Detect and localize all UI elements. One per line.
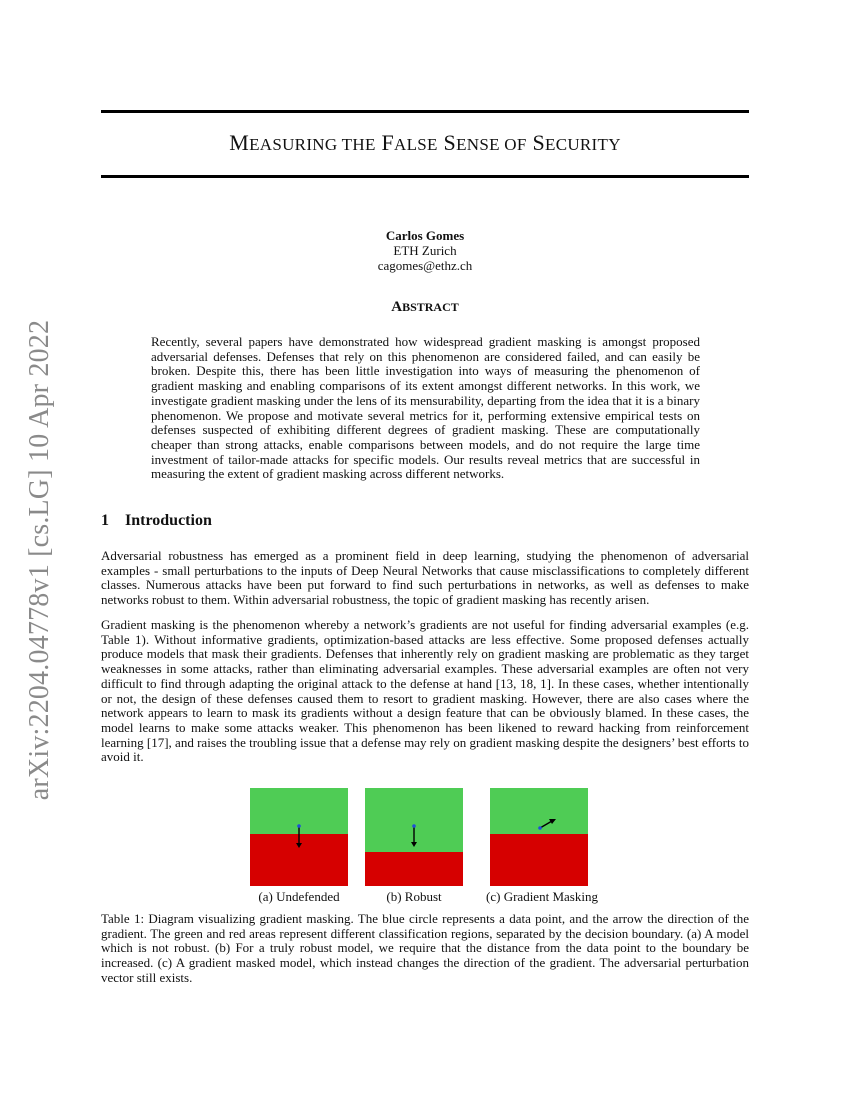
author-block	[101, 228, 749, 273]
abstract-heading: ABSTRACT	[391, 299, 459, 315]
gradient-masking-figure	[250, 788, 598, 908]
title-rule-top	[101, 110, 749, 113]
panel-gradient-masking	[490, 788, 588, 886]
data-point-icon	[297, 824, 301, 828]
data-point-icon	[538, 826, 542, 830]
subcaption-robust: (b) Robust	[386, 889, 442, 904]
data-point-icon	[412, 824, 416, 828]
subcaption-gradient-masking: (c) Gradient Masking	[486, 889, 598, 904]
gradient-arrow-head	[411, 842, 417, 847]
author-email: cagomes@ethz.ch	[377, 258, 473, 273]
table-caption: Table 1: Diagram visualizing gradient masking. The blue circle represents a data point, and the arrow the direction of the gradient. The green and red areas represent different classification regions, separated by the decision boundary. (a) A model which is not robust. (b) For a truly robust model, we require that the distance from the data point to the boundary be increased. (c) A gradient masked model, which instead changes the direction of the gradient. The adversarial perturbation vector still exists.	[101, 911, 749, 985]
panel-robust	[365, 788, 463, 886]
author-name: Carlos Gomes	[385, 228, 465, 243]
intro-paragraph-2: Gradient masking is the phenomenon whereby a network’s gradients are not useful for finding adversarial examples (e.g. Table 1). Without informative gradients, optimization-based attacks are less effective. Some proposed defenses actually produce models that mask their gradients. Defenses that inherently rely on gradient masking are problematic as they target weaknesses in some attacks, rather than eliminating adversarial examples. These adversarial examples are often not very difficult to find through adapting the original attack to the defense at hand [13, 18, 1]. In these cases, whether intentionally or not, the design of these defenses caused them to resort to gradient masking. However, there are also cases where the network appears to learn to mask its gradients without a design feature that can be obviously blamed. In these cases, the model learns to make some attacks weaker. This phenomenon has been likened to reward hacking from reinforcement learning [17], and raises the troubling issue that a defense may rely on gradient masking despite the designers’ best efforts to avoid it.	[101, 617, 749, 765]
gradient-arrow	[540, 821, 552, 828]
abstract-text: Recently, several papers have demonstrated how widespread gradient masking is amongst proposed adversarial defenses. Defenses that rely on this phenomenon are considered failed, and can easily be broken. Despite this, there has been little investigation into ways of measuring the phenomenon of gradient masking and enabling comparisons of its extent amongst different networks. In this work, we investigate gradient masking under the lens of its mensurability, departing from the idea that it is a binary phenomenon. We propose and motivate several metrics for it, performing extensive empirical tests on defenses suspected of exhibiting different degrees of gradient masking. These are computationally cheaper than strong attacks, enable comparisons between models, and do not require the large time investment of tailor-made attacks for specific models. Our results reveal metrics that are successful in measuring the extent of gradient masking across different networks.	[151, 334, 700, 482]
section-heading-introduction: 1 Introduction	[101, 512, 212, 529]
gradient-arrow-head	[296, 843, 302, 848]
panel-undefended	[250, 788, 348, 886]
subcaption-undefended: (a) Undefended	[258, 889, 340, 904]
arxiv-identifier: arXiv:2204.04778v1 [cs.LG] 10 Apr 2022	[24, 319, 55, 801]
author-affiliation: ETH Zurich	[393, 243, 457, 258]
title-rule-bottom	[101, 175, 749, 178]
intro-paragraph-1: Adversarial robustness has emerged as a prominent field in deep learning, studying the phenomenon of adversarial examples - small perturbations to the inputs of Deep Neural Networks that cause misclassifications to completely different classes. Numerous attacks have been put forward to find such perturbations in networks, as well as defenses to make networks robust to them. Within adversarial robustness, the topic of gradient masking has recently arisen.	[101, 548, 749, 608]
paper-title: MEASURING THE FALSE SENSE OF SECURITY	[229, 130, 621, 155]
